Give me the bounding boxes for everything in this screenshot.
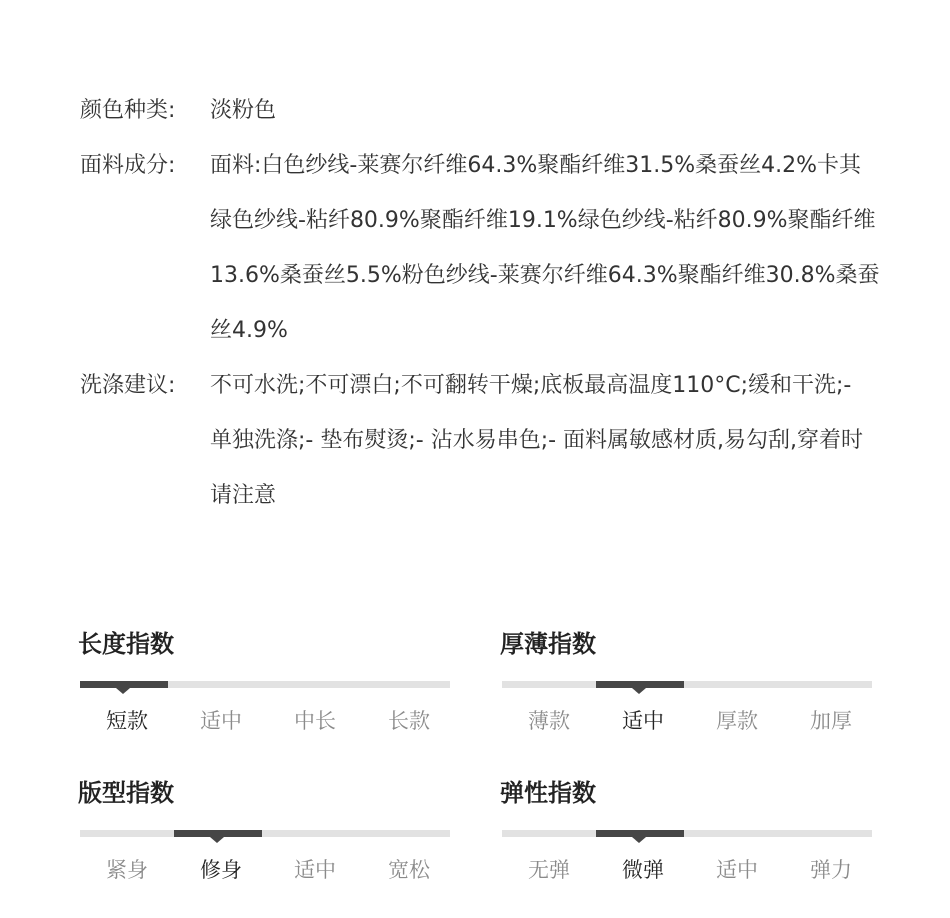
index-track xyxy=(502,681,872,688)
index-option: 加厚 xyxy=(810,709,852,733)
index-option: 长款 xyxy=(388,709,430,733)
index-option: 薄款 xyxy=(528,709,570,733)
spec-value-care: 不可水洗;不可漂白;不可翻转干燥;底板最高温度110°C;缓和干洗;- 单独洗涤;- 垫布熨烫;- 沾水易串色;- 面料属敏感材质,易勾刮,穿着时请注意 xyxy=(210,373,864,508)
spec-label-fabric: 面料成分: xyxy=(80,153,176,178)
spec-label-color: 颜色种类: xyxy=(80,98,176,123)
index-track xyxy=(502,830,872,837)
index-option: 适中 xyxy=(294,858,336,882)
index-option: 紧身 xyxy=(106,858,148,882)
index-indicator xyxy=(596,830,684,837)
index-option: 厚款 xyxy=(716,709,758,733)
index-options xyxy=(80,854,456,884)
spec-value-fabric: 面料:白色纱线-莱赛尔纤维64.3%聚酯纤维31.5%桑蚕丝4.2%卡其绿色纱线-粘纤80.9%聚酯纤维19.1%绿色纱线-粘纤80.9%聚酯纤维13.6%桑蚕丝5.5%粉色纱线-莱赛尔纤维64.3%聚酯纤维30.8%桑蚕丝4.9% xyxy=(210,153,880,343)
size-index-grid xyxy=(80,620,872,918)
spec-row-fabric xyxy=(80,138,880,358)
pointer-triangle-icon xyxy=(116,688,130,694)
index-title: 长度指数 xyxy=(78,630,174,658)
index-track xyxy=(80,681,450,688)
index-title: 版型指数 xyxy=(78,779,174,807)
index-options xyxy=(502,705,878,735)
index-options xyxy=(502,854,878,884)
index-title: 弹性指数 xyxy=(500,779,596,807)
spec-label-care: 洗涤建议: xyxy=(80,373,176,398)
index-options xyxy=(80,705,456,735)
index-title: 厚薄指数 xyxy=(500,630,596,658)
index-length xyxy=(80,620,450,769)
index-option: 适中 xyxy=(622,709,664,733)
index-track xyxy=(80,830,450,837)
index-option: 中长 xyxy=(294,709,336,733)
spec-value-color: 淡粉色 xyxy=(210,98,277,123)
index-option: 适中 xyxy=(200,709,242,733)
index-option: 短款 xyxy=(106,709,148,733)
index-fit xyxy=(80,769,450,918)
index-option: 无弹 xyxy=(528,858,570,882)
index-option: 修身 xyxy=(200,858,242,882)
spec-row-color xyxy=(80,83,880,138)
index-indicator xyxy=(174,830,262,837)
index-thickness xyxy=(502,620,872,769)
index-option: 宽松 xyxy=(388,858,430,882)
index-option: 弹力 xyxy=(810,858,852,882)
index-option: 适中 xyxy=(716,858,758,882)
pointer-triangle-icon xyxy=(632,688,646,694)
product-spec-list xyxy=(80,83,880,523)
pointer-triangle-icon xyxy=(210,837,224,843)
index-elasticity xyxy=(502,769,872,918)
index-option: 微弹 xyxy=(622,858,664,882)
pointer-triangle-icon xyxy=(632,837,646,843)
spec-row-care xyxy=(80,358,880,523)
index-indicator xyxy=(596,681,684,688)
index-indicator xyxy=(80,681,168,688)
